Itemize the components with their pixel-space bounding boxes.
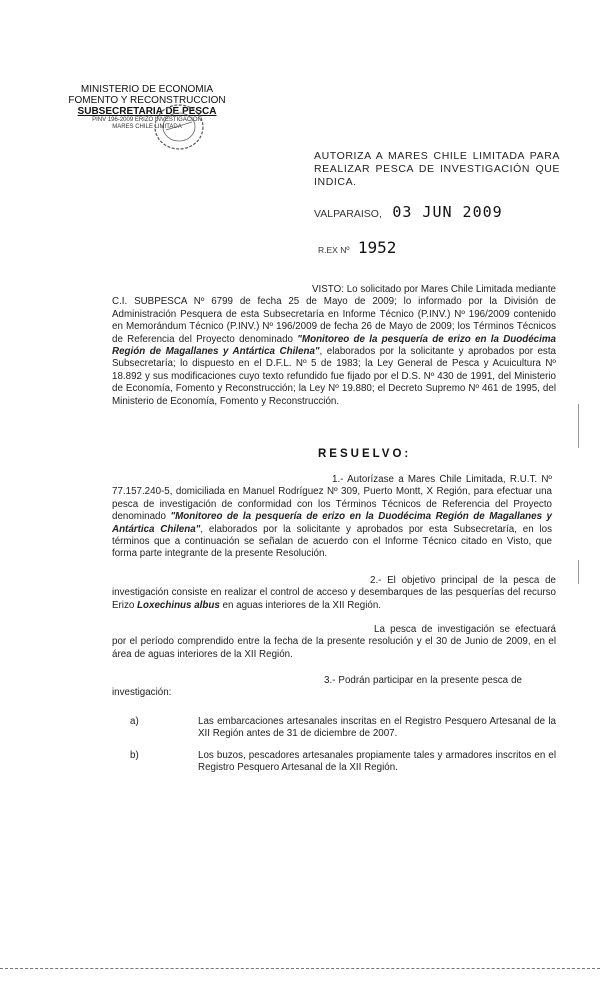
item-b-letter: b) [130,750,139,761]
item-a-letter: a) [130,716,139,727]
resuelvo-heading: RESUELVO: [318,448,412,460]
scan-margin-mark [578,404,579,448]
resolution-point-3 [112,675,522,700]
visto-project-name: "Monitoreo de la pesquería de erizo en la Duodécima Región de Magallanes y Antártica Chilena" [112,333,557,358]
resolution-point-1 [112,474,552,561]
visto-text-1: Lo solicitado por Mares Chile Limitada mediante C.I. SUBPESCA Nº 6799 de fecha 25 de Mayo de 2009; lo informado por la División de Administración Pesquera de esta Subsecretaría en Informe Técnico (P.INV.) Nº 196/2009 contenido en Memorándum Técnico (P.INV.) Nº 196/2009 de fecha 26 de Mayo de 2009; los Términos Técnicos de Referencia del Proyecto denominado [112,284,556,345]
subsecretaria-name: SUBSECRETARIA DE PESCA [77,106,217,117]
visto-text-2: , elaborados por la solicitante y aprobados por esta Subsecretaría; lo dispuesto en el D.F.L. Nº 5 de 1983; la Ley General de Pesca y Acuicultura Nº 18.892 y sus modificaciones cuyo texto refundido fue fijado por el D.S. Nº 430 de 1991, del Ministerio de Economía, Fomento y Reconstrucción; la Ley Nº 19.880; el Decreto Supremo Nº 461 de 1995, del Ministerio de Economía, Fomento y Reconstrucción. [112,346,556,407]
rex-number: 1952 [357,238,397,257]
point-1-project-name: "Monitoreo de la pesquería de erizo en la Duodécima Región de Magallanes y Antártica Chilena" [112,511,552,535]
period-paragraph [112,624,556,661]
reference-company: MARES CHILE LIMITADA [112,124,182,130]
scan-edge-line [0,968,600,970]
point-2-text-2: en aguas interiores de la XII Región. [219,599,382,611]
point-2-text-1: 2.- El objetivo principal de la pesca de investigación consiste en realizar el control de acceso y desembarques de las pesquerías del recurso Erizo [112,575,556,611]
point-3-text: 3.- Podrán participar en la presente pesca de investigación: [112,675,522,699]
scan-margin-mark-2 [578,560,579,584]
visto-paragraph [112,284,556,408]
date-stamp: 03 JUN 2009 [392,203,503,221]
period-text: La pesca de investigación se efectuará por el período comprendido entre la fecha de la presente resolución y el 30 de Junio de 2009, en el área de aguas interiores de la XII Región. [112,624,556,660]
item-a-text: Las embarcaciones artesanales inscritas en el Registro Pesquero Artesanal de la XII Región antes de 31 de diciembre de 2007. [198,716,556,740]
visto-lead: VISTO: [312,284,344,295]
ministry-name: MINISTERIO DE ECONOMIA [80,84,214,95]
species-name: Loxechinus albus [137,599,220,611]
point-1-text-2: , elaborados por la solicitante y aprobados por esta Subsecretaría, en los términos que a continuación se señalan de acuerdo con el Informe Técnico citado en Visto, que forma parte integrante de la presente Resolución. [112,523,553,560]
point-1-text-1: 1.- Autorízase a Mares Chile Limitada, R.U.T. Nº 77.157.240-5, domiciliada en Manuel Rodríguez Nº 309, Puerto Montt, X Región, para efectuar una pesca de investigación de conformidad con los Términos Técnicos de Referencia del Proyecto denominado [112,474,552,523]
ministry-subtitle: FOMENTO Y RECONSTRUCCION [68,95,226,106]
rex-label: R.EX Nº [318,245,350,255]
resolution-subject: AUTORIZA A MARES CHILE LIMITADA PARA REALIZAR PESCA DE INVESTIGACIÓN QUE INDICA. [314,150,560,188]
letterhead [62,84,232,131]
resolution-point-2 [112,575,556,612]
item-b-text: Los buzos, pescadores artesanales propiamente tales y armadores inscritos en el Registro Pesquero Artesanal de la XII Región. [198,750,556,774]
reference-code: PINV 196-2009 ERIZO INVESTIGACION [92,117,202,123]
place-date [314,203,503,222]
official-stamp-icon [152,100,206,154]
place: VALPARAISO, [314,208,382,220]
resolution-number [318,238,396,258]
